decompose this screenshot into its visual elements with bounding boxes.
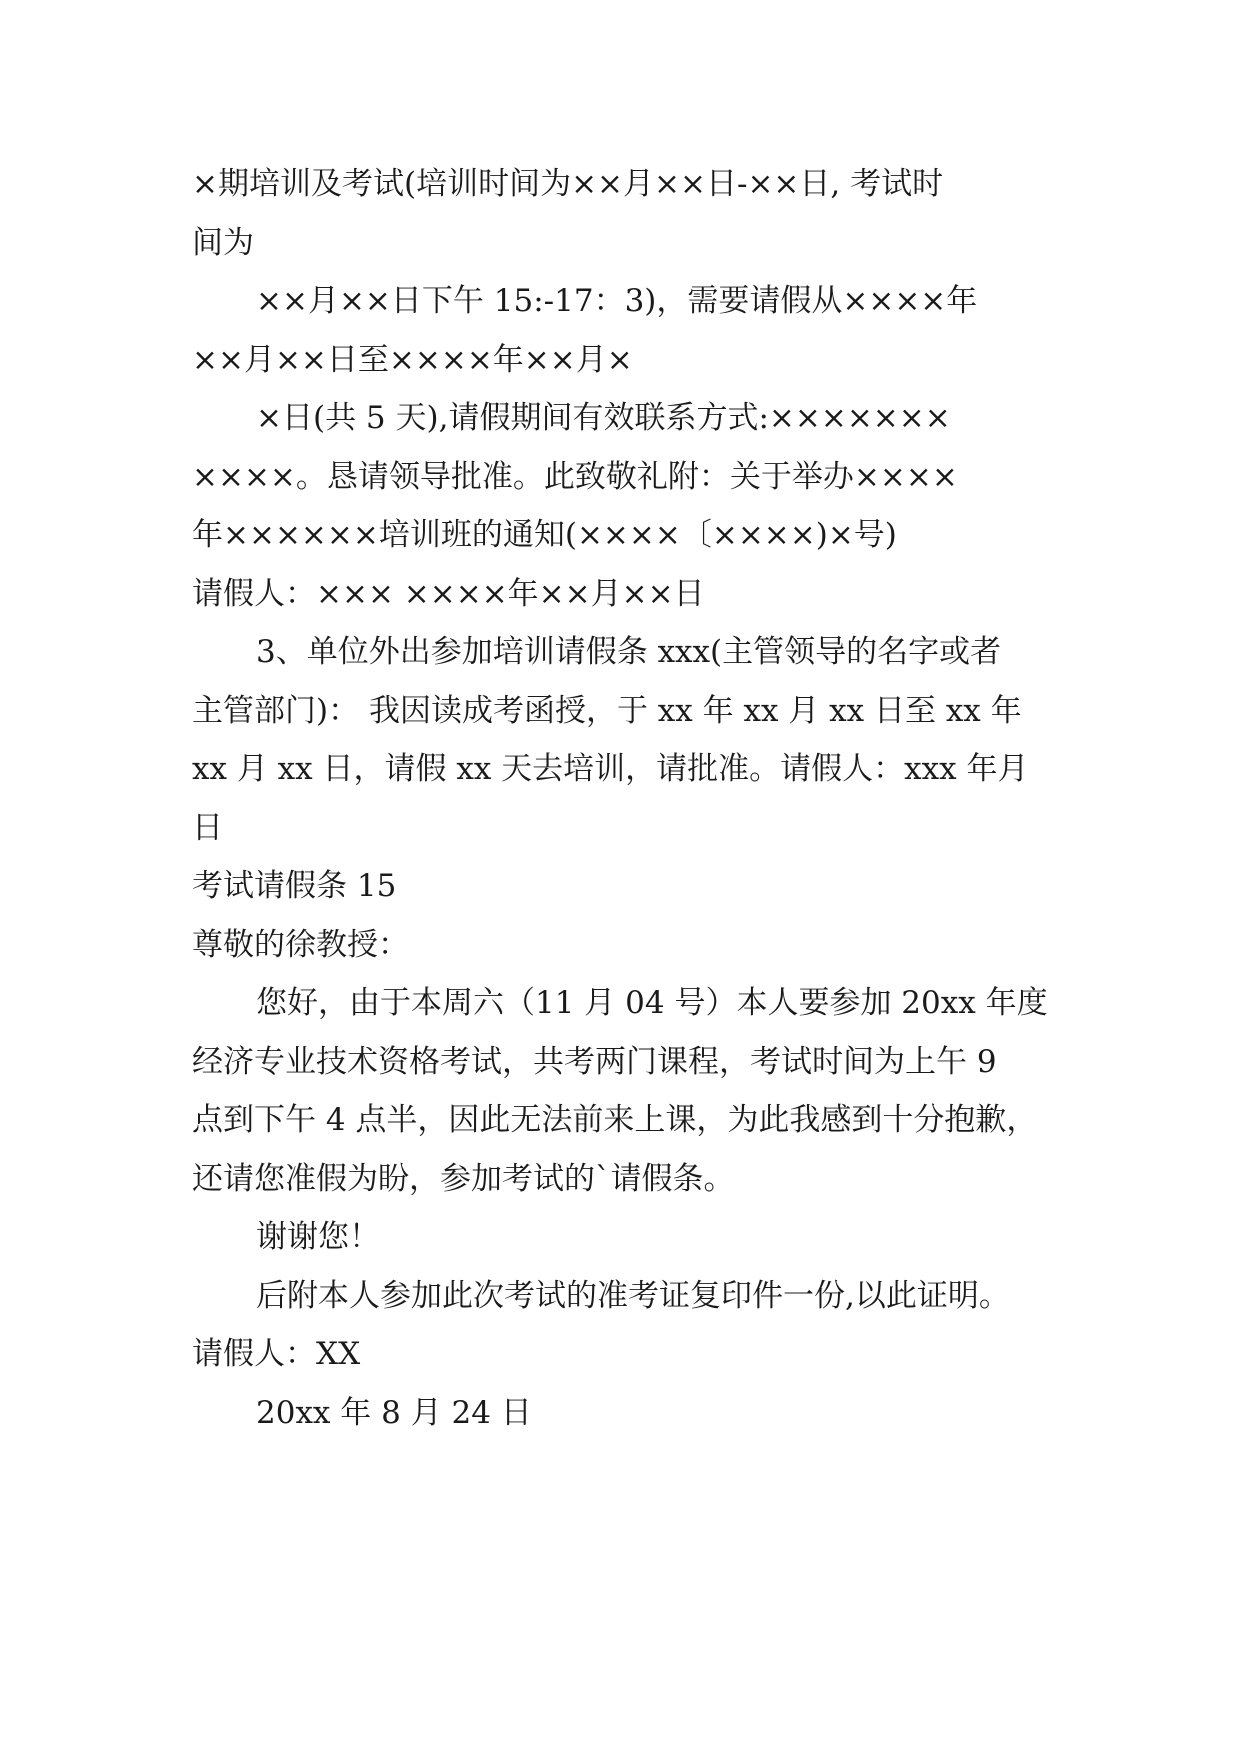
- text-line-9: 3、单位外出参加培训请假条 xxx(主管领导的名字或者: [256, 634, 1002, 670]
- text-line-8: 请假人：××× ××××年××月××日: [192, 575, 705, 612]
- text-line-18: 还请您准假为盼，参加考试的`请假条。: [192, 1160, 735, 1197]
- text-line-17: 点到下午 4 点半，因此无法前来上课，为此我感到十分抱歉，: [192, 1102, 1038, 1138]
- text-line-1: ×期培训及考试(培训时间为××月××日-××日, 考试时: [192, 166, 944, 202]
- text-line-3: ××月××日下午 15:-17：3)，需要请假从××××年: [256, 283, 978, 319]
- signature-date: 20xx 年 8 月 24 日: [256, 1394, 532, 1431]
- text-line-16: 经济专业技术资格考试，共考两门课程，考试时间为上午 9: [192, 1043, 997, 1080]
- text-line-4: ××月××日至××××年××月×: [192, 341, 633, 378]
- text-line-11: xx 月 xx 日，请假 xx 天去培训，请批准。请假人：xxx 年月: [192, 751, 1029, 787]
- salutation: 尊敬的徐教授：: [192, 926, 409, 963]
- text-line-7: 年××××××培训班的通知(××××〔××××)×号): [192, 517, 897, 553]
- text-line-10: 主管部门)： 我因读成考函授，于 xx 年 xx 月 xx 日至 xx 年: [192, 692, 1022, 729]
- text-line-5: ×日(共 5 天),请假期间有效联系方式:×××××××: [256, 400, 951, 436]
- document-body: [192, 155, 1072, 1442]
- text-line-2: 间为: [192, 224, 254, 261]
- text-line-15: 您好，由于本周六（11 月 04 号）本人要参加 20xx 年度: [256, 985, 1048, 1021]
- section-heading: 考试请假条 15: [192, 868, 397, 904]
- text-line-6: ××××。恳请领导批准。此致敬礼附：关于举办××××: [192, 458, 958, 495]
- attachment-note: 后附本人参加此次考试的准考证复印件一份,以此证明。: [256, 1277, 1010, 1314]
- signature-name: 请假人：XX: [192, 1336, 361, 1372]
- thanks-line: 谢谢您！: [256, 1219, 380, 1255]
- text-line-12: 日: [192, 809, 223, 846]
